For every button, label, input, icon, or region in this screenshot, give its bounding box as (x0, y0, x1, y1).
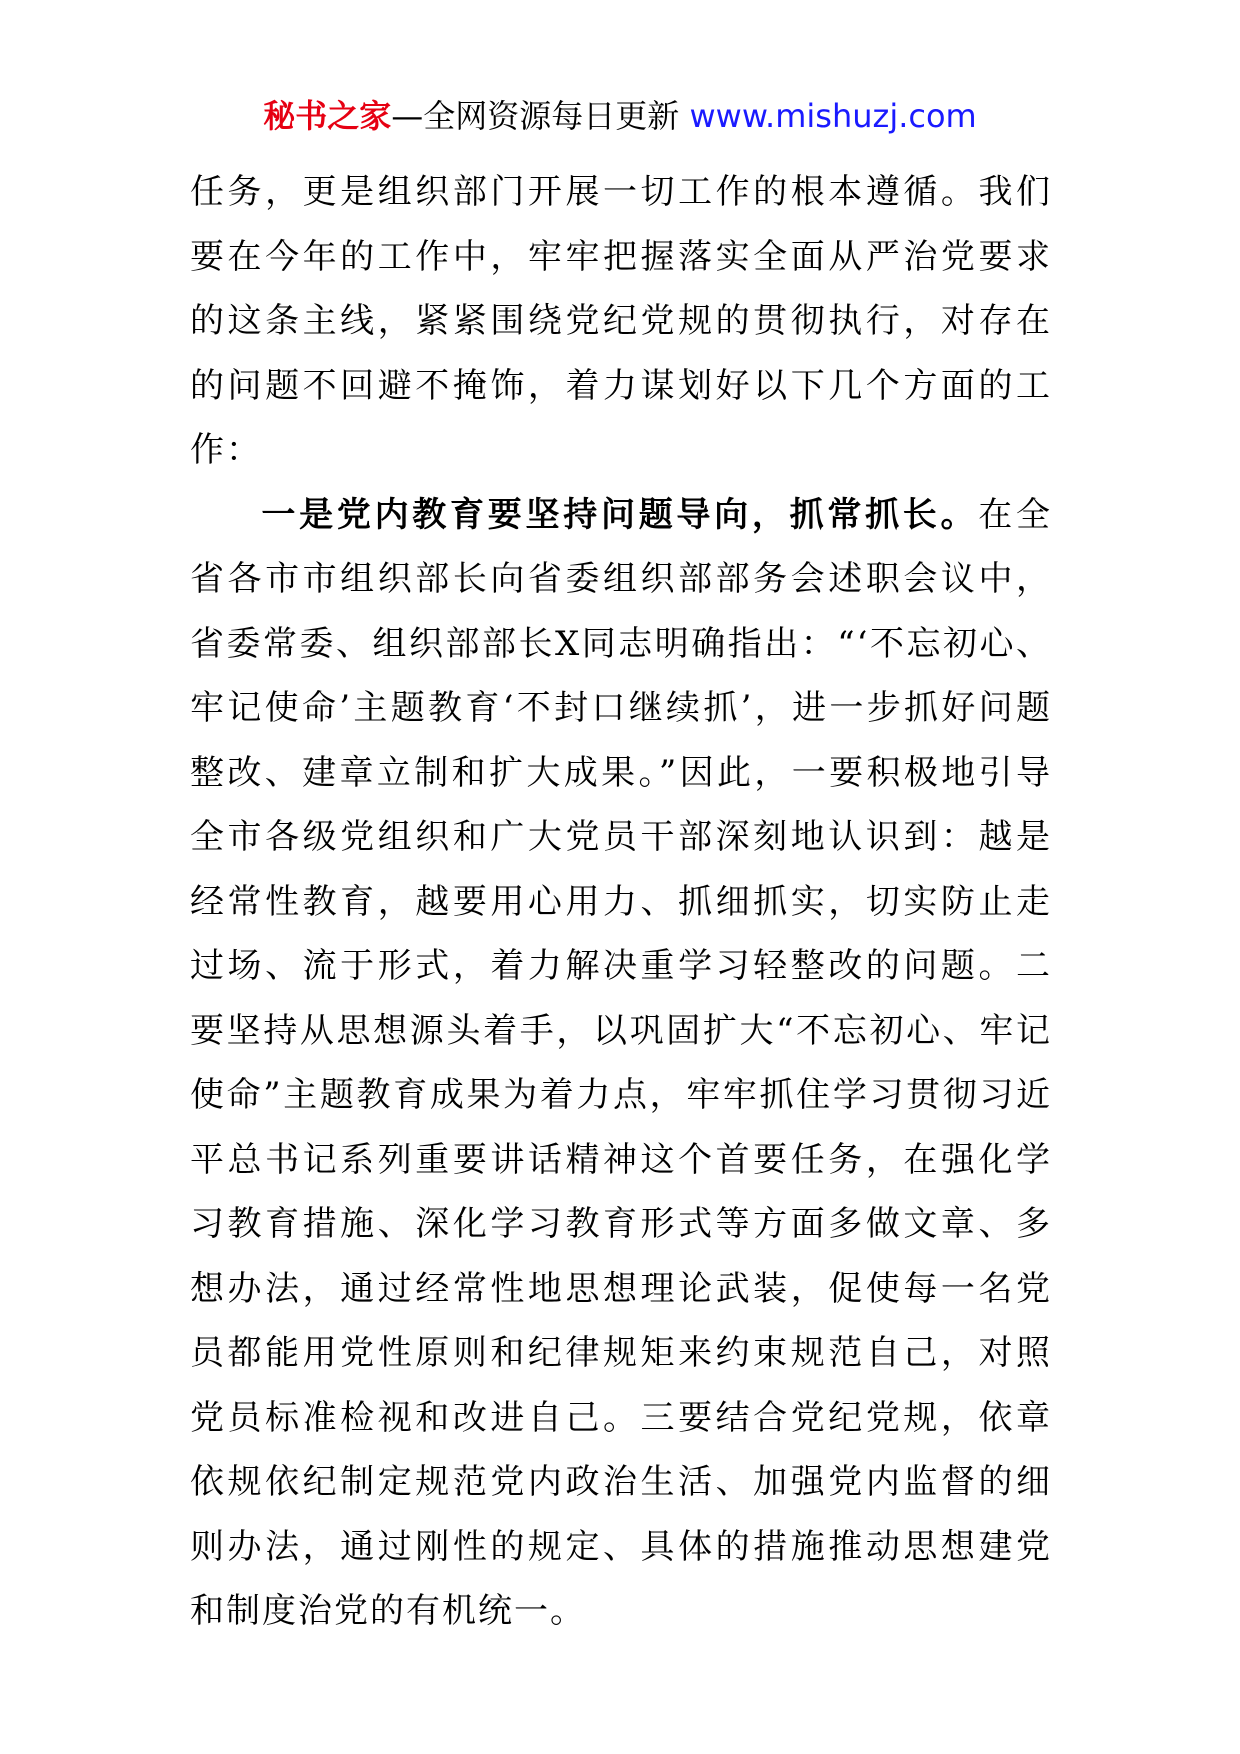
paragraph-party-education (190, 483, 1052, 1644)
document-body (190, 160, 1052, 1644)
page-header (0, 96, 1240, 136)
header-slogan: —全网资源每日更新 (391, 97, 680, 135)
paragraph-lead-heading: 一是党内教育要坚持问题导向，抓常抓长。 (261, 494, 979, 535)
brand-name: 秘书之家 (263, 97, 392, 135)
paragraph-body-text: 在全省各市市组织部长向省委组织部部务会述职会议中，省委常委、组织部部长X同志明确指出：“‘不忘初心、牢记使命’主题教育‘不封口继续抓’，进一步抓好问题整改、建章立制和扩大成果。”因此，一要积极地引导全市各级党组织和广大党员干部深刻地认识到：越是经常性教育，越要用心用力、抓细抓实，切实防止走过场、流于形式，着力解决重学习轻整改的问题。二要坚持从思想源头着手，以巩固扩大“不忘初心、牢记使命”主题教育成果为着力点，牢牢抓住学习贯彻习近平总书记系列重要讲话精神这个首要任务，在强化学习教育措施、深化学习教育形式等方面多做文章、多想办法，通过经常性地思想理论武装，促使每一名党员都能用党性原则和纪律规矩来约束规范自己，对照党员标准检视和改进自己。三要结合党纪党规，依章依规依纪制定规范党内政治生活、加强党内监督的细则办法，通过刚性的规定、具体的措施推动思想建党和制度治党的有机统一。 (190, 494, 1053, 1631)
paragraph-continuation: 任务，更是组织部门开展一切工作的根本遵循。我们要在今年的工作中，牢牢把握落实全面从严治党要求的这条主线，紧紧围绕党纪党规的贯彻执行，对存在的问题不回避不掩饰，着力谋划好以下几个方面的工作： (190, 172, 1052, 470)
website-link[interactable]: www.mishuzj.com (689, 97, 977, 135)
